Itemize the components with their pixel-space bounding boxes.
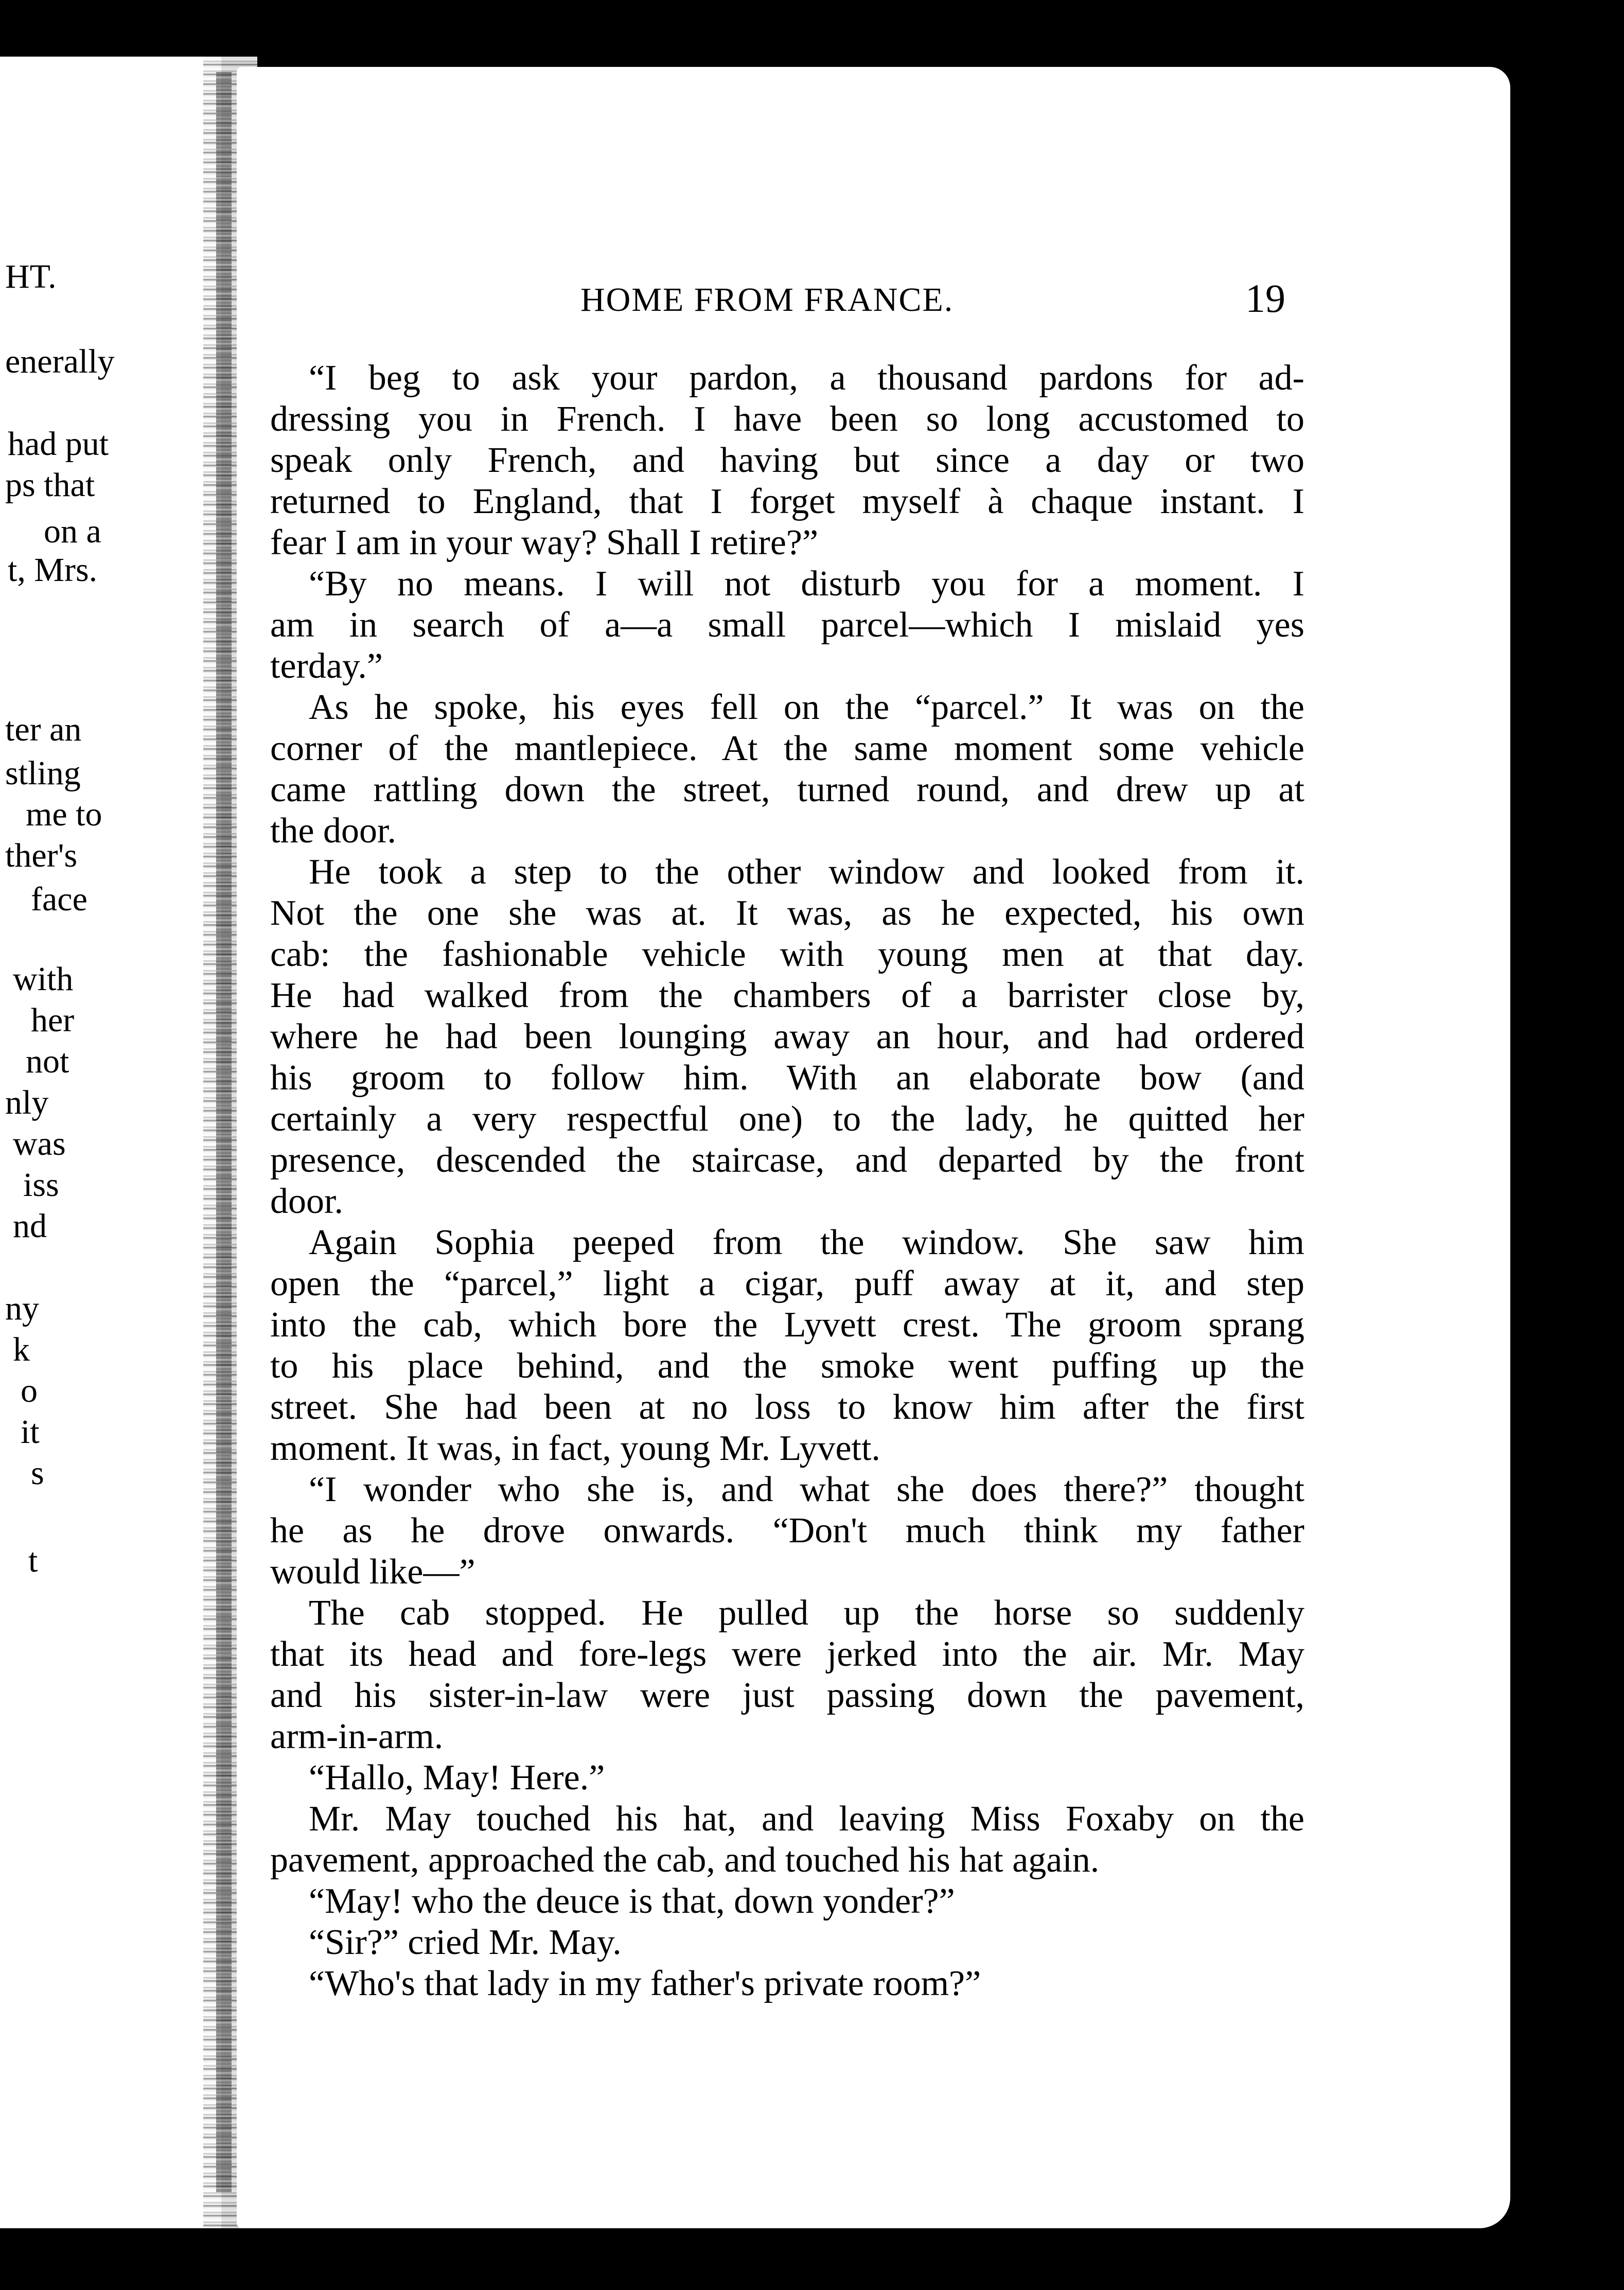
text-line: He had walked from the chambers of a barrister close by, bbox=[270, 976, 1304, 1015]
text-line: As he spoke, his eyes fell on the “parcel.” It was on the bbox=[309, 688, 1304, 727]
left-page-fragment: o bbox=[21, 1372, 38, 1410]
text-line: am in search of a—a small parcel—which I mislaid yes bbox=[270, 605, 1304, 645]
text-line: The cab stopped. He pulled up the horse so suddenly bbox=[309, 1593, 1304, 1633]
text-line: into the cab, which bore the Lyvett crest. The groom sprang bbox=[270, 1305, 1304, 1345]
text-line: presence, descended the staircase, and departed by the front bbox=[270, 1140, 1304, 1180]
text-line: the door. bbox=[270, 811, 396, 851]
page-gutter-shadow bbox=[216, 72, 232, 2192]
text-line: came rattling down the street, turned round, and drew up at bbox=[270, 770, 1304, 809]
left-page-fragment: stling bbox=[5, 754, 81, 792]
text-line: “I beg to ask your pardon, a thousand pardons for ad- bbox=[309, 358, 1304, 398]
left-page-fragment: nd bbox=[13, 1207, 47, 1245]
text-line: “I wonder who she is, and what she does there?” thought bbox=[309, 1470, 1304, 1509]
left-page-fragment: s bbox=[31, 1454, 44, 1492]
text-line: Mr. May touched his hat, and leaving Miss Foxaby on the bbox=[309, 1799, 1304, 1839]
left-page-fragment: t, Mrs. bbox=[8, 551, 98, 589]
text-line: corner of the mantlepiece. At the same moment some vehicle bbox=[270, 729, 1304, 768]
text-line: returned to England, that I forget myself à chaque instant. I bbox=[270, 482, 1304, 521]
text-line: “May! who the deuce is that, down yonder?” bbox=[309, 1881, 955, 1921]
left-page-fragment: ter an bbox=[5, 711, 82, 748]
left-page-fragment: with bbox=[13, 960, 74, 998]
text-line: certainly a very respectful one) to the lady, he quitted her bbox=[270, 1099, 1304, 1139]
text-line: “Sir?” cried Mr. May. bbox=[309, 1923, 622, 1962]
left-page-fragment: iss bbox=[23, 1166, 59, 1204]
left-page-fragment: it bbox=[21, 1413, 40, 1451]
text-line: where he had been lounging away an hour, and had ordered bbox=[270, 1017, 1304, 1056]
text-line: terday.” bbox=[270, 646, 383, 686]
left-page-fragment: enerally bbox=[5, 343, 115, 380]
text-line: open the “parcel,” light a cigar, puff away at it, and step bbox=[270, 1264, 1304, 1303]
left-page-fragment: was bbox=[13, 1125, 66, 1162]
left-page-fragment: HT. bbox=[5, 258, 57, 295]
left-page-fragment: ther's bbox=[5, 837, 78, 874]
text-line: door. bbox=[270, 1182, 343, 1221]
text-line: moment. It was, in fact, young Mr. Lyvett. bbox=[270, 1429, 880, 1468]
left-page-fragment: ny bbox=[5, 1290, 39, 1327]
left-page-fragment: not bbox=[26, 1043, 69, 1080]
text-line: pavement, approached the cab, and touched his hat again. bbox=[270, 1840, 1100, 1880]
left-page-fragment: me to bbox=[26, 796, 102, 833]
running-head: HOME FROM FRANCE. bbox=[580, 281, 954, 319]
text-line: and his sister-in-law were just passing down the pavement, bbox=[270, 1676, 1304, 1715]
text-line: “Hallo, May! Here.” bbox=[309, 1758, 605, 1798]
text-line: dressing you in French. I have been so long accustomed to bbox=[270, 399, 1304, 439]
text-line: Again Sophia peeped from the window. She saw him bbox=[309, 1223, 1304, 1262]
text-line: “Who's that lady in my father's private room?” bbox=[309, 1964, 981, 2003]
text-line: would like—” bbox=[270, 1552, 475, 1592]
left-page-fragment: face bbox=[31, 880, 87, 918]
text-line: fear I am in your way? Shall I retire?” bbox=[270, 523, 819, 562]
page-number: 19 bbox=[1245, 276, 1285, 321]
left-page-fragment: ps that bbox=[5, 466, 95, 504]
text-line: street. She had been at no loss to know him after the first bbox=[270, 1387, 1304, 1427]
text-line: that its head and fore-legs were jerked into the air. Mr. May bbox=[270, 1634, 1304, 1674]
left-page-fragment: on a bbox=[44, 513, 101, 550]
text-line: cab: the fashionable vehicle with young men at that day. bbox=[270, 935, 1304, 974]
text-line: “By no means. I will not disturb you for a moment. I bbox=[309, 564, 1304, 604]
left-page-fragment: t bbox=[28, 1542, 38, 1579]
text-line: Not the one she was at. It was, as he expected, his own bbox=[270, 893, 1304, 933]
left-page-fragment: her bbox=[31, 1001, 75, 1039]
text-line: speak only French, and having but since a day or two bbox=[270, 441, 1304, 480]
text-line: to his place behind, and the smoke went puffing up the bbox=[270, 1346, 1304, 1386]
text-line: he as he drove onwards. “Don't much think my father bbox=[270, 1511, 1304, 1551]
left-page-fragment: had put bbox=[8, 425, 109, 463]
text-line: He took a step to the other window and looked from it. bbox=[309, 852, 1304, 892]
text-line: arm-in-arm. bbox=[270, 1717, 444, 1756]
text-line: his groom to follow him. With an elaborate bow (and bbox=[270, 1058, 1304, 1098]
left-page-fragment: nly bbox=[5, 1084, 49, 1121]
left-page-fragment: k bbox=[13, 1331, 30, 1368]
